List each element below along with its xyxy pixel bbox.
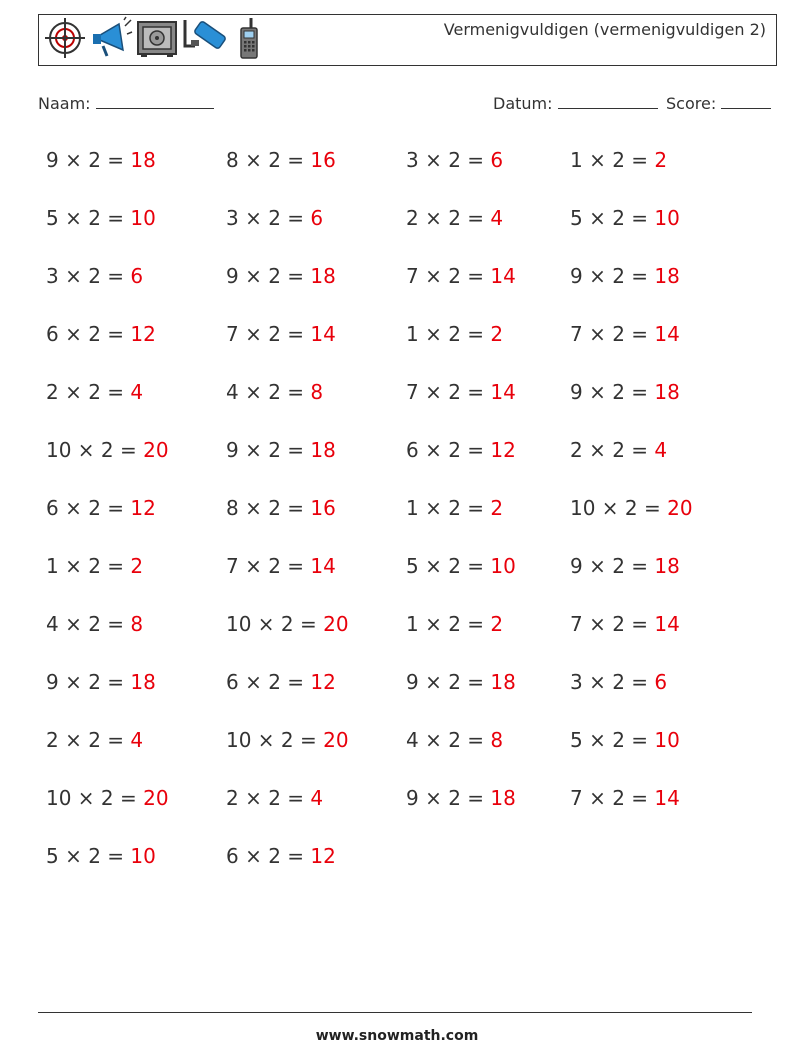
problem-item [226, 496, 336, 520]
problem-item [406, 554, 516, 578]
problem-answer: 20 [667, 496, 693, 520]
problem-question: 7 × 2 = [406, 264, 491, 288]
safe-icon [135, 16, 179, 64]
problem-answer: 14 [654, 612, 680, 636]
problem-answer: 12 [130, 322, 156, 346]
problem-question: 5 × 2 = [46, 206, 131, 230]
problem-item [570, 670, 667, 694]
problem-answer: 10 [130, 844, 156, 868]
problem-answer: 10 [490, 554, 516, 578]
problem-answer: 20 [143, 786, 169, 810]
problem-answer: 8 [130, 612, 144, 636]
problem-answer: 2 [490, 612, 504, 636]
problem-answer: 10 [130, 206, 156, 230]
problem-answer: 18 [490, 670, 516, 694]
name-blank [96, 92, 214, 109]
problem-item [406, 728, 503, 752]
problem-item [226, 264, 336, 288]
problem-answer: 12 [130, 496, 156, 520]
problem-item [570, 496, 693, 520]
problem-question: 9 × 2 = [570, 380, 655, 404]
problem-answer: 2 [130, 554, 144, 578]
problem-item [46, 264, 143, 288]
problem-item [570, 148, 667, 172]
problem-item [570, 264, 680, 288]
problem-item [226, 322, 336, 346]
problem-item [406, 206, 503, 230]
problem-question: 9 × 2 = [570, 554, 655, 578]
problem-question: 3 × 2 = [226, 206, 311, 230]
problem-answer: 4 [490, 206, 504, 230]
problem-question: 4 × 2 = [226, 380, 311, 404]
problem-question: 7 × 2 = [570, 786, 655, 810]
problem-answer: 10 [654, 728, 680, 752]
worksheet-title: Vermenigvuldigen (vermenigvuldigen 2) [443, 20, 766, 39]
problem-item [226, 786, 323, 810]
problem-answer: 18 [130, 670, 156, 694]
problem-answer: 8 [310, 380, 324, 404]
problem-question: 5 × 2 = [570, 728, 655, 752]
problem-answer: 18 [490, 786, 516, 810]
problem-question: 6 × 2 = [46, 496, 131, 520]
problem-answer: 12 [310, 670, 336, 694]
problem-answer: 6 [654, 670, 668, 694]
problem-answer: 20 [323, 612, 349, 636]
problem-item [226, 438, 336, 462]
problem-question: 1 × 2 = [406, 612, 491, 636]
megaphone-icon [89, 16, 133, 64]
problem-item [226, 380, 323, 404]
problem-item [46, 148, 156, 172]
problem-question: 8 × 2 = [226, 496, 311, 520]
problem-answer: 14 [654, 322, 680, 346]
problem-item [570, 322, 680, 346]
problem-answer: 12 [310, 844, 336, 868]
problem-question: 7 × 2 = [570, 612, 655, 636]
problem-answer: 8 [490, 728, 504, 752]
problem-item [570, 786, 680, 810]
problem-question: 1 × 2 = [570, 148, 655, 172]
problem-item [406, 322, 503, 346]
problem-answer: 12 [490, 438, 516, 462]
problem-item [226, 206, 323, 230]
score-field [666, 92, 771, 113]
problem-question: 7 × 2 = [226, 554, 311, 578]
problem-question: 4 × 2 = [406, 728, 491, 752]
problem-answer: 6 [490, 148, 504, 172]
problem-item [406, 612, 503, 636]
problem-item [46, 554, 143, 578]
problem-item [46, 786, 169, 810]
problem-question: 5 × 2 = [570, 206, 655, 230]
problem-question: 9 × 2 = [226, 438, 311, 462]
problem-question: 7 × 2 = [406, 380, 491, 404]
date-label: Datum: [493, 94, 553, 113]
security-camera-icon [181, 16, 229, 64]
problem-answer: 6 [310, 206, 324, 230]
problem-item [226, 554, 336, 578]
date-blank [558, 92, 658, 109]
problem-question: 10 × 2 = [570, 496, 668, 520]
problem-item [570, 554, 680, 578]
header-icons [43, 17, 267, 63]
problem-question: 1 × 2 = [46, 554, 131, 578]
problem-answer: 4 [130, 728, 144, 752]
problem-question: 5 × 2 = [46, 844, 131, 868]
problem-question: 10 × 2 = [46, 438, 144, 462]
problem-item [406, 670, 516, 694]
problem-question: 6 × 2 = [406, 438, 491, 462]
problem-answer: 16 [310, 496, 336, 520]
problem-question: 3 × 2 = [406, 148, 491, 172]
problem-item [570, 380, 680, 404]
problem-item [406, 148, 503, 172]
problem-question: 10 × 2 = [226, 612, 324, 636]
problem-question: 2 × 2 = [406, 206, 491, 230]
problem-question: 4 × 2 = [46, 612, 131, 636]
footer-url: www.snowmath.com [315, 1028, 479, 1044]
problem-question: 1 × 2 = [406, 322, 491, 346]
problem-answer: 18 [654, 264, 680, 288]
problem-answer: 18 [654, 380, 680, 404]
problem-item [570, 612, 680, 636]
problem-question: 1 × 2 = [406, 496, 491, 520]
problem-item [46, 496, 156, 520]
problem-question: 9 × 2 = [226, 264, 311, 288]
worksheet-header [38, 14, 777, 66]
crosshair-icon [43, 16, 87, 64]
problem-question: 10 × 2 = [46, 786, 144, 810]
problem-answer: 6 [130, 264, 144, 288]
problem-item [46, 380, 143, 404]
problem-answer: 18 [654, 554, 680, 578]
problem-answer: 14 [490, 264, 516, 288]
problem-item [406, 438, 516, 462]
footer-divider [38, 1012, 752, 1013]
problem-answer: 14 [310, 322, 336, 346]
problem-question: 5 × 2 = [406, 554, 491, 578]
name-label: Naam: [38, 94, 91, 113]
problem-question: 6 × 2 = [46, 322, 131, 346]
problem-question: 9 × 2 = [406, 670, 491, 694]
problem-answer: 18 [310, 438, 336, 462]
problem-item [226, 728, 349, 752]
problem-answer: 4 [310, 786, 324, 810]
problem-question: 9 × 2 = [406, 786, 491, 810]
problem-answer: 4 [130, 380, 144, 404]
problem-item [406, 786, 516, 810]
problem-question: 9 × 2 = [46, 148, 131, 172]
problem-answer: 14 [490, 380, 516, 404]
problem-question: 2 × 2 = [570, 438, 655, 462]
score-blank [721, 92, 771, 109]
problem-item [226, 612, 349, 636]
problem-item [570, 438, 667, 462]
problem-answer: 16 [310, 148, 336, 172]
date-field [493, 92, 658, 113]
problem-item [570, 728, 680, 752]
problem-question: 9 × 2 = [570, 264, 655, 288]
problem-question: 7 × 2 = [226, 322, 311, 346]
problem-question: 2 × 2 = [226, 786, 311, 810]
problem-item [406, 380, 516, 404]
problem-question: 6 × 2 = [226, 844, 311, 868]
problem-answer: 14 [310, 554, 336, 578]
problem-answer: 2 [490, 322, 504, 346]
problem-answer: 18 [310, 264, 336, 288]
problem-answer: 2 [654, 148, 668, 172]
problem-item [46, 728, 143, 752]
problem-question: 3 × 2 = [46, 264, 131, 288]
problem-item [46, 206, 156, 230]
problem-item [46, 438, 169, 462]
problem-answer: 20 [143, 438, 169, 462]
problem-item [226, 844, 336, 868]
problem-item [46, 844, 156, 868]
problem-item [406, 264, 516, 288]
problem-question: 9 × 2 = [46, 670, 131, 694]
walkie-talkie-icon [231, 16, 267, 64]
problem-question: 2 × 2 = [46, 728, 131, 752]
problem-item [570, 206, 680, 230]
problem-item [46, 612, 143, 636]
problem-item [226, 148, 336, 172]
problem-item [46, 670, 156, 694]
problem-answer: 20 [323, 728, 349, 752]
problem-question: 8 × 2 = [226, 148, 311, 172]
problem-answer: 4 [654, 438, 668, 462]
problem-answer: 2 [490, 496, 504, 520]
problem-item [226, 670, 336, 694]
problem-answer: 10 [654, 206, 680, 230]
problem-item [406, 496, 503, 520]
problem-answer: 14 [654, 786, 680, 810]
problem-question: 6 × 2 = [226, 670, 311, 694]
problem-question: 10 × 2 = [226, 728, 324, 752]
problem-question: 3 × 2 = [570, 670, 655, 694]
problem-item [46, 322, 156, 346]
problem-answer: 18 [130, 148, 156, 172]
problem-question: 2 × 2 = [46, 380, 131, 404]
score-label: Score: [666, 94, 717, 113]
name-field [38, 92, 214, 113]
problem-question: 7 × 2 = [570, 322, 655, 346]
